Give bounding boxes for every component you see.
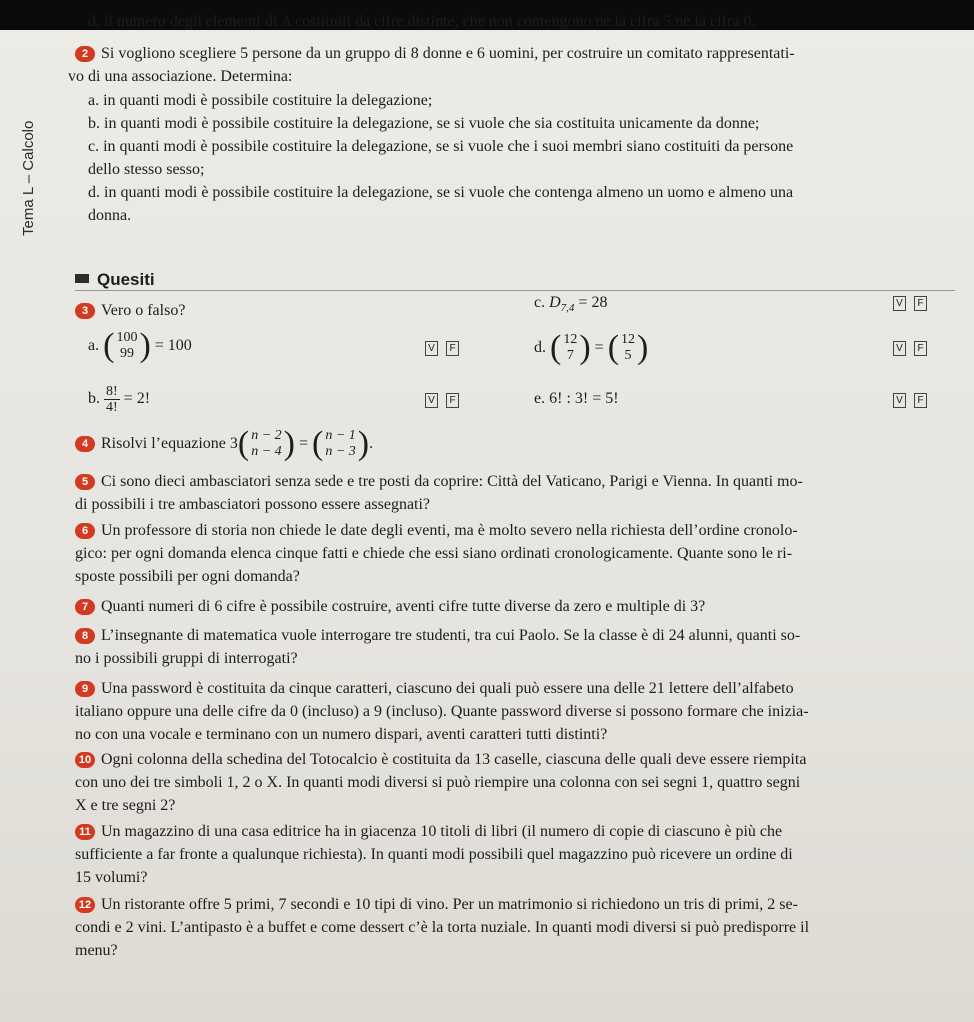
false-box[interactable]: F [914,296,927,311]
expression: 6! : 3! = 5! [549,390,619,407]
exercise-5 [75,472,803,492]
true-box[interactable]: V [425,341,438,356]
exercise-title: Vero o falso? [101,302,186,319]
item-label: c. [534,294,546,311]
tf-c-boxes [893,296,935,311]
rhs: = 100 [154,337,192,354]
exercise-text: vo di una associazione. Determina: [68,68,293,85]
previous-exercise-partial: d. il numero degli elementi di A costituiti da cifre distinte, che non contengono né la cifra 5 né la cifra 0. [88,13,756,30]
item-d: d. in quanti modi è possibile costituire la delegazione, se si vuole che contenga almeno un uomo e almeno una [88,184,794,201]
exercise-number: 6 [75,523,95,539]
exercise-text: Si vogliono scegliere 5 persone da un gruppo di 8 donne e 6 uomini, per costruire un comitato rappresentati- [101,45,795,62]
exercise-8 [75,626,800,646]
exercise-text: con uno dei tre simboli 1, 2 o X. In quanti modi diversi si può riempire una colonna con sei segni 1, quattro segni [75,774,801,791]
exercise-10 [75,750,806,770]
binom-top: n − 2 [251,428,282,444]
exercise-2 [75,44,795,64]
exercise-text: sufficiente a far fronte a qualunque richiesta). In quanti modi possibili quel magazzino può ricevere un ordine di [75,846,793,863]
denominator: 4! [106,399,118,415]
exercise-number: 5 [75,474,95,490]
tf-d: d. ( 12 7 ) = ( 12 5 ) [534,329,649,367]
exercise-11 [75,822,782,842]
exercise-text: L’insegnante di matematica vuole interrogare tre studenti, tra cui Paolo. Se la classe è di 24 alunni, quanti so- [101,627,801,644]
exercise-number: 9 [75,681,95,697]
tf-a: a. ( 100 99 ) = 100 [88,327,192,365]
binom-bottom: n − 4 [251,444,282,460]
exercise-text: gico: per ogni domanda elenca cinque fatti e chiede che essi siano ordinati cronologicamente. Quante sono le ri- [75,545,793,562]
exercise-text: Un magazzino di una casa editrice ha in giacenza 10 titoli di libri (il numero di copie di ciascuno è più che [101,823,783,840]
exercise-number: 10 [75,752,95,768]
exercise-text: menu? [75,942,118,959]
exercise-6 [75,521,798,541]
item-a: a. in quanti modi è possibile costituire la delegazione; [88,92,433,109]
binom-bottom: n − 3 [325,444,356,460]
subscript: 7,4 [560,302,575,315]
exercise-text: 15 volumi? [75,869,148,886]
chapter-label: Tema L – Calcolo [20,120,37,236]
exercise-text: Risolvi l’equazione 3 [101,435,238,452]
true-box[interactable]: V [893,296,906,311]
tf-c [534,293,607,318]
exercise-text: Un professore di storia non chiede le date degli eventi, ma è molto severo nella richiesta dell’ordine cronolo- [101,522,798,539]
item-label: b. [88,390,100,407]
exercise-4: 4 Risolvi l’equazione 3 ( n − 2 n − 4 ) = ( n − 1 n − 3 ) . [75,424,373,464]
expression: D [549,294,561,311]
exercise-number: 3 [75,303,95,319]
item-label: d. [534,339,546,356]
binom-bottom: 7 [566,348,574,364]
exercise-text: italiano oppure una delle cifre da 0 (incluso) a 9 (incluso). Quante password diverse si possono formare che inizia- [75,703,809,720]
exercise-number: 8 [75,628,95,644]
item-label: e. [534,390,546,407]
tf-b [88,379,150,419]
rhs: = 2! [123,390,151,407]
true-box[interactable]: V [893,393,906,408]
true-box[interactable]: V [425,393,438,408]
exercise-text: Ci sono dieci ambasciatori senza sede e tre posti da coprire: Città del Vaticano, Parigi e Vienna. In quanti mo- [101,473,803,490]
exercise-9 [75,679,794,699]
section-divider [75,290,955,291]
section-heading [75,270,155,290]
item-c: c. in quanti modi è possibile costituire la delegazione, se si vuole che i suoi membri siano costituiti da persone [88,138,794,155]
false-box[interactable]: F [446,341,459,356]
exercise-text: no i possibili gruppi di interrogati? [75,650,298,667]
exercise-7 [75,597,705,617]
true-box[interactable]: V [893,341,906,356]
exercise-number: 4 [75,436,95,452]
false-box[interactable]: F [446,393,459,408]
tf-d-boxes [893,341,935,356]
exercise-text: Quanti numeri di 6 cifre è possibile costruire, aventi cifre tutte diverse da zero e multiple di 3? [101,598,706,615]
tf-e-boxes [893,393,935,408]
item-c-cont: dello stesso sesso; [88,161,205,178]
binom-top: 100 [116,330,138,346]
rhs: = 28 [578,294,608,311]
binom-bottom: 5 [624,348,632,364]
exercise-text: no con una vocale e terminano con un numero dispari, aventi caratteri tutti distinti? [75,726,608,743]
item-b: b. in quanti modi è possibile costituire la delegazione, se si vuole che sia costituita unicamente da donne; [88,115,760,132]
exercise-text: Un ristorante offre 5 primi, 7 secondi e 10 tipi di vino. Per un matrimonio si richiedono un tris di primi, 2 se- [101,896,798,913]
exercise-text: X e tre segni 2? [75,797,176,814]
exercise-text: Ogni colonna della schedina del Totocalcio è costituita da 13 caselle, ciascuna delle quali deve essere riempita [101,751,807,768]
false-box[interactable]: F [914,393,927,408]
binom-top: 12 [621,332,636,348]
exercise-text: sposte possibili per ogni domanda? [75,568,300,585]
equals: = [298,435,308,452]
binom-top: n − 1 [325,428,356,444]
exercise-number: 11 [75,824,95,840]
section-title: Quesiti [97,270,155,289]
tf-e [534,389,619,409]
tf-b-boxes [425,393,467,408]
item-label: a. [88,337,100,354]
exercise-number: 2 [75,46,95,62]
exercise-text: condi e 2 vini. L’antipasto è a buffet e come dessert c’è la torta nuziale. In quanti modi diversi si può predisporre il [75,919,810,936]
item-d-cont: donna. [88,207,132,224]
numerator: 8! [106,383,118,399]
binom-bottom: 99 [119,346,134,362]
exercise-text: Una password è costituita da cinque caratteri, ciascuno dei quali può essere una delle 21 lettere dell’alfabeto [101,680,794,697]
tf-a-boxes [425,341,467,356]
exercise-number: 12 [75,897,95,913]
exercise-number: 7 [75,599,95,615]
exercise-text: di possibili i tre ambasciatori possono essere assegnati? [75,496,431,513]
exercise-12 [75,895,798,915]
equals: = [594,339,604,356]
exercise-3 [75,301,185,321]
chapter-sidebar [0,30,52,270]
false-box[interactable]: F [914,341,927,356]
binom-top: 12 [563,332,578,348]
period: . [369,435,374,452]
